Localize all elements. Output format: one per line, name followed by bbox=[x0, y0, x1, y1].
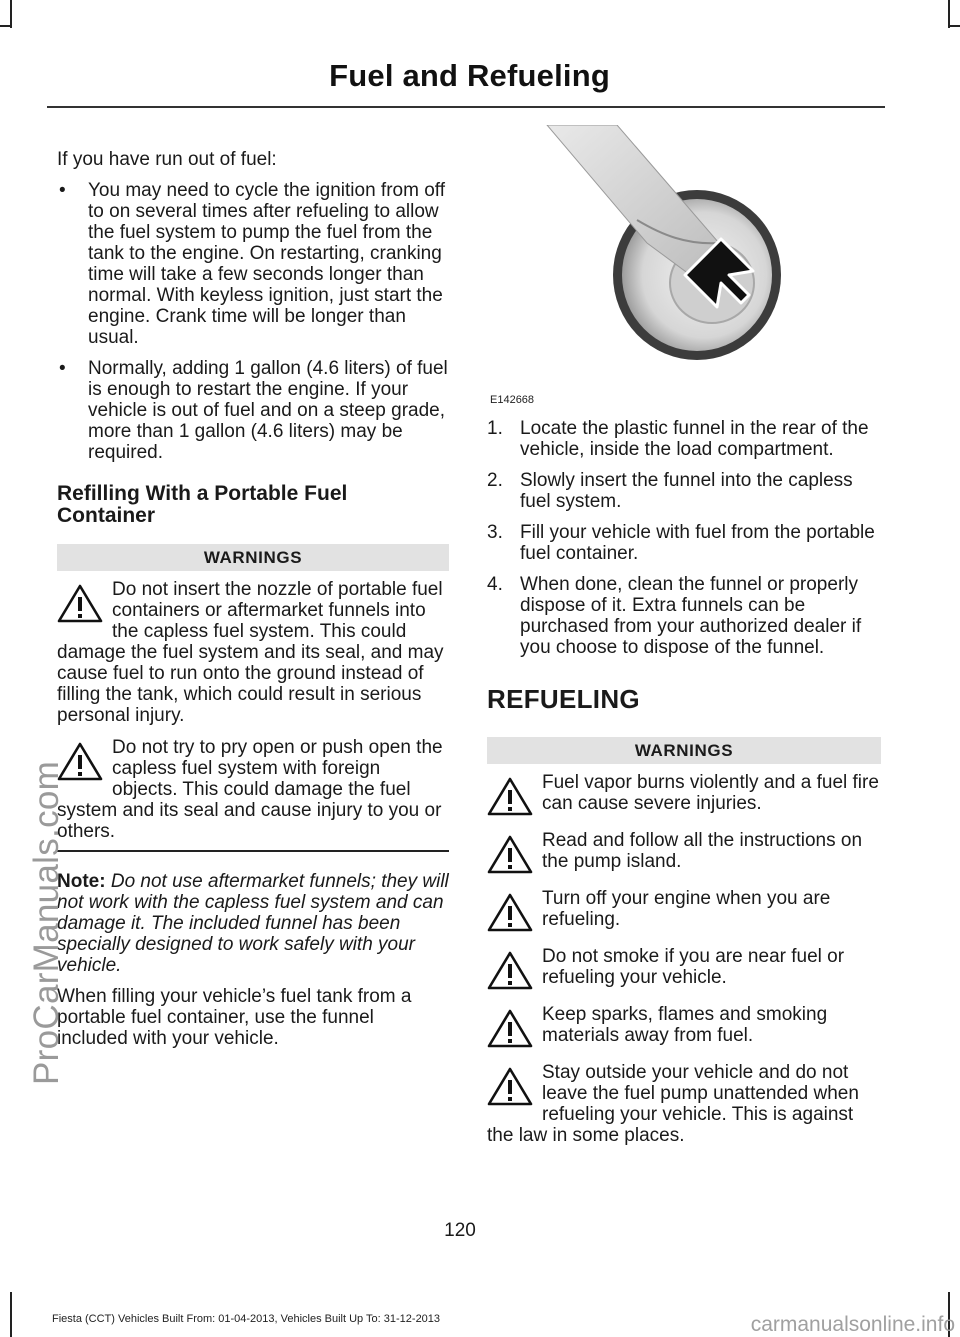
warning-text: Do not try to pry open or push open the capless fuel system with foreign objects. This could damage the fuel system and its seal and cause injury to you or others. bbox=[57, 737, 443, 842]
capless-fuel-funnel-illustration bbox=[487, 125, 879, 410]
step-text: Locate the plastic funnel in the rear of the vehicle, inside the load compartment. bbox=[520, 418, 869, 460]
note bbox=[57, 871, 449, 976]
warnings-header: WARNINGS bbox=[487, 737, 881, 764]
warning-text: Turn off your engine when you are refueling. bbox=[542, 888, 831, 930]
step-number: 2. bbox=[487, 470, 503, 491]
warnings-header: WARNINGS bbox=[57, 544, 449, 571]
step-text: When done, clean the funnel or properly dispose of it. Extra funnels can be purchased from your authorized dealer if you choose to dispose of the funnel. bbox=[520, 574, 862, 658]
section-heading: Refilling With a Portable Fuel Container bbox=[57, 482, 348, 527]
warning-item bbox=[57, 737, 449, 842]
warning-text: Read and follow all the instructions on the pump island. bbox=[542, 830, 863, 872]
step-text: Fill your vehicle with fuel from the portable fuel container. bbox=[520, 522, 875, 564]
list-item bbox=[487, 418, 881, 460]
fuel-funnel-figure bbox=[487, 125, 879, 410]
crop-mark bbox=[0, 25, 12, 27]
left-column bbox=[57, 149, 449, 1049]
warning-item bbox=[487, 946, 881, 993]
warning-triangle-icon bbox=[57, 582, 105, 624]
crop-mark bbox=[948, 0, 950, 28]
page-title: Fuel and Refueling bbox=[329, 58, 610, 93]
list-item bbox=[487, 522, 881, 564]
bullet-list bbox=[57, 180, 449, 463]
page-number: 120 bbox=[444, 1220, 476, 1241]
list-item bbox=[57, 180, 449, 348]
right-column bbox=[487, 418, 881, 1146]
list-item bbox=[487, 574, 881, 658]
note-label: Note: bbox=[57, 871, 106, 892]
note-text: Do not use aftermarket funnels; they will not work with the capless fuel system and can damage it. The included funnel has been specially designed to work safely with your vehicle. bbox=[57, 871, 449, 976]
watermark-left: ProCarManuals.com bbox=[27, 760, 66, 1085]
list-item bbox=[487, 470, 881, 512]
warning-text: Stay outside your vehicle and do not leave the fuel pump unattended when refueling your vehicle. This is against the law in some places. bbox=[487, 1062, 859, 1146]
warning-triangle-icon bbox=[487, 833, 535, 875]
step-number: 3. bbox=[487, 522, 503, 543]
crop-mark bbox=[10, 0, 12, 28]
warning-item bbox=[487, 1062, 881, 1146]
bullet-text: Normally, adding 1 gallon (4.6 liters) of fuel is enough to restart the engine. If your vehicle is out of fuel and on a steep grade, more than 1 gallon (4.6 liters) may be required. bbox=[88, 358, 448, 463]
crop-mark bbox=[948, 25, 960, 27]
warning-text: Fuel vapor burns violently and a fuel fire can cause severe injuries. bbox=[542, 772, 879, 814]
warnings-end-rule bbox=[57, 850, 449, 852]
watermark-bottom: carmanualsonline.info bbox=[750, 1313, 955, 1336]
warning-item bbox=[487, 1004, 881, 1051]
step-number: 4. bbox=[487, 574, 503, 595]
step-number: 1. bbox=[487, 418, 503, 439]
crop-mark bbox=[10, 1292, 12, 1337]
warnings-box bbox=[57, 544, 449, 852]
warning-item bbox=[487, 830, 881, 877]
warning-triangle-icon bbox=[487, 1065, 535, 1107]
bullet-icon: • bbox=[59, 358, 66, 379]
figure-label: E142668 bbox=[490, 394, 535, 406]
warning-text: Do not insert the nozzle of portable fuel containers or aftermarket funnels into the capless fuel system. This could damage the fuel system and its seal, and may cause fuel to run onto the ground instead of filling the tank, which could result in serious personal injury. bbox=[57, 579, 444, 726]
warning-text: Do not smoke if you are near fuel or refueling your vehicle. bbox=[542, 946, 845, 988]
bullet-text: You may need to cycle the ignition from off to on several times after refueling to allow the fuel system to pump the fuel from the tank to the engine. On restarting, cranking time will take a few seconds longer than normal. With keyless ignition, just start the engine. Crank time will be longer than usual. bbox=[88, 180, 445, 348]
warning-triangle-icon bbox=[487, 1007, 535, 1049]
warning-text: Keep sparks, flames and smoking materials away from fuel. bbox=[542, 1004, 828, 1046]
title-divider bbox=[47, 106, 885, 108]
intro-text: If you have run out of fuel: bbox=[57, 149, 277, 170]
list-item bbox=[57, 358, 449, 463]
warnings-box bbox=[487, 737, 881, 1146]
warning-item bbox=[487, 772, 881, 819]
warning-triangle-icon bbox=[487, 891, 535, 933]
bullet-icon: • bbox=[59, 180, 66, 201]
warning-triangle-icon bbox=[487, 775, 535, 817]
warning-item bbox=[487, 888, 881, 935]
section-heading: REFUELING bbox=[487, 684, 640, 714]
step-text: Slowly insert the funnel into the capless fuel system. bbox=[520, 470, 853, 512]
warning-triangle-icon bbox=[487, 949, 535, 991]
steps-list bbox=[487, 418, 881, 658]
warning-item bbox=[57, 579, 449, 726]
footer-text: Fiesta (CCT) Vehicles Built From: 01-04-2013, Vehicles Built Up To: 31-12-2013 bbox=[52, 1313, 441, 1325]
body-text: When filling your vehicle’s fuel tank from a portable fuel container, use the funnel included with your vehicle. bbox=[57, 986, 412, 1049]
